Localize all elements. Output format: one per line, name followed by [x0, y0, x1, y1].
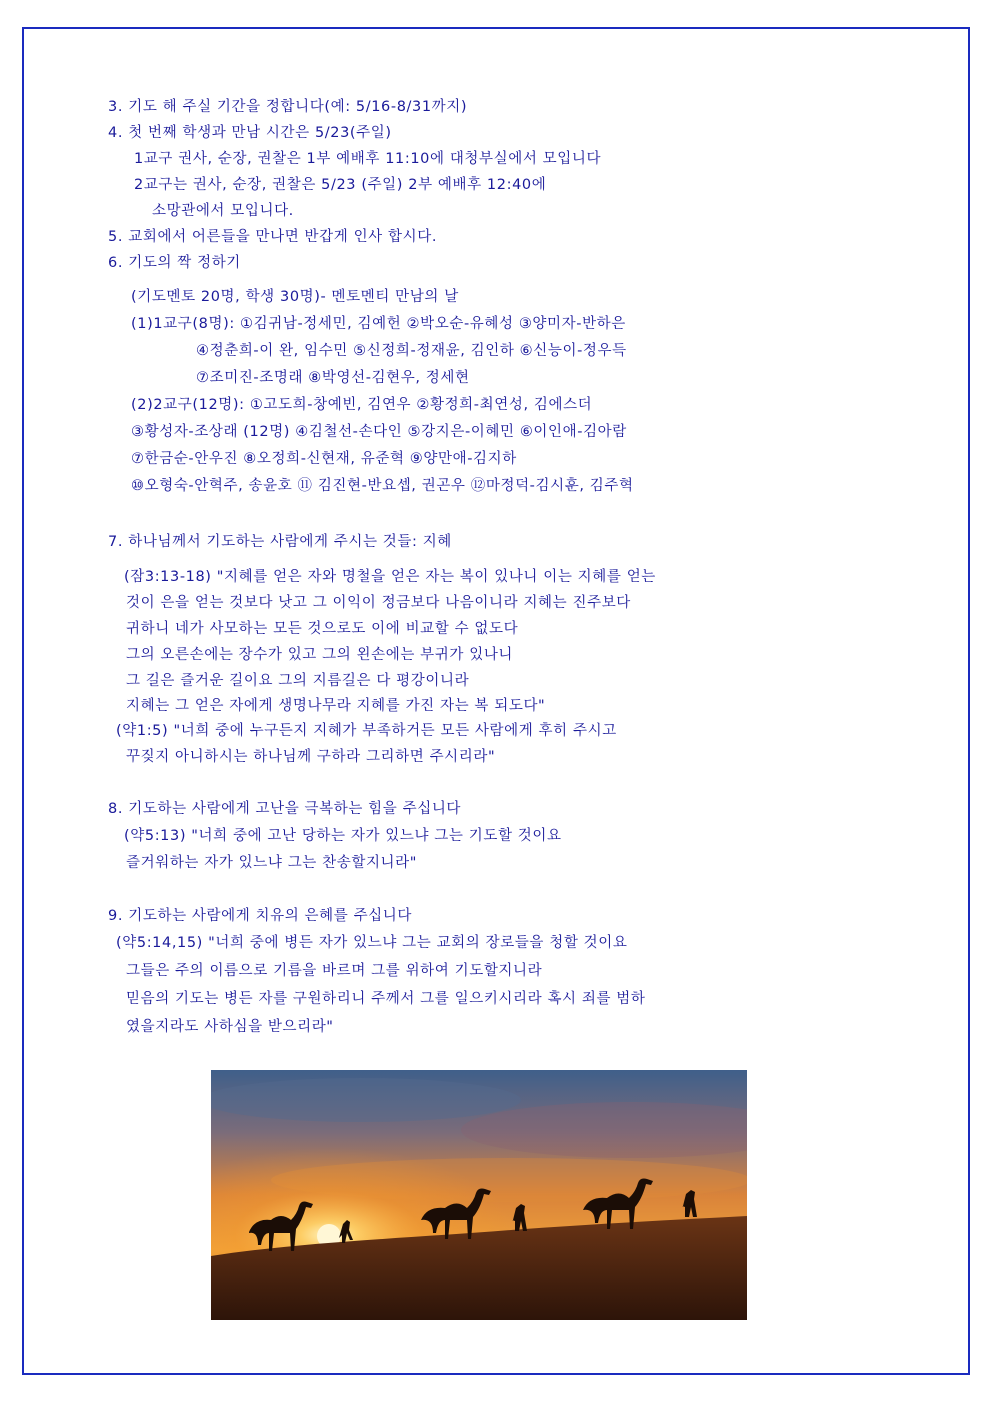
district-2-pairs-row-3: ⑦한금순-안우진 ⑧오정희-신현재, 유준혁 ⑨양만애-김지하	[131, 451, 517, 467]
item-6-prayer-partners: 6. 기도의 짝 정하기	[108, 255, 241, 271]
james-1-5-line-1: (약1:5) "너희 중에 누구든지 지혜가 부족하거든 모든 사람에게 후히 주시고	[116, 723, 617, 739]
proverbs-verse-line-1: (잠3:13-18) "지혜를 얻은 자와 명철을 얻은 자는 복이 있나니 이는 지혜를 얻는	[124, 569, 656, 585]
item-9-healing-heading: 9. 기도하는 사람에게 치유의 은혜를 주십니다	[108, 908, 413, 924]
item-7-wisdom-heading: 7. 하나님께서 기도하는 사람에게 주시는 것들: 지혜	[108, 534, 452, 550]
proverbs-verse-line-3: 귀하니 네가 사모하는 모든 것으로도 이에 비교할 수 없도다	[126, 621, 519, 637]
district-2-pairs-row-4: ⑩오형숙-안혁주, 송윤호 ⑪ 김진현-반요셉, 권곤우 ⑫마정덕-김시훈, 김주혁	[131, 478, 634, 494]
district-1-pairs-row-2: ④정춘희-이 완, 임수민 ⑤신정희-정재윤, 김인하 ⑥신능이-정우득	[196, 343, 627, 359]
james-5-14-line-1: (약5:14,15) "너희 중에 병든 자가 있느냐 그는 교회의 장로들을 청할 것이요	[116, 935, 628, 951]
proverbs-verse-line-4: 그의 오른손에는 장수가 있고 그의 왼손에는 부귀가 있나니	[126, 647, 514, 663]
district-2-pairs-row-1: (2)2교구(12명): ①고도희-창예빈, 김연우 ②황정희-최연성, 김에스더	[131, 397, 593, 413]
district-2-meeting-place: 소망관에서 모입니다.	[152, 203, 294, 219]
mentor-summary: (기도멘토 20명, 학생 30명)- 멘토멘티 만남의 날	[131, 289, 459, 305]
james-5-14-line-4: 였을지라도 사하심을 받으리라"	[126, 1019, 334, 1035]
james-5-13-line-1: (약5:13) "너희 중에 고난 당하는 자가 있느냐 그는 기도할 것이요	[124, 828, 562, 844]
item-8-hardship-heading: 8. 기도하는 사람에게 고난을 극복하는 힘을 주십니다	[108, 801, 462, 817]
district-1-pairs-row-3: ⑦조미진-조명래 ⑧박영선-김현우, 정세현	[196, 370, 470, 386]
district-1-pairs-row-1: (1)1교구(8명): ①김귀남-정세민, 김예헌 ②박오순-유혜성 ③양미자-반하은	[131, 316, 626, 332]
item-5-greeting: 5. 교회에서 어른들을 만나면 반갑게 인사 합시다.	[108, 229, 438, 245]
james-5-13-line-2: 즐거워하는 자가 있느냐 그는 찬송할지니라"	[126, 855, 418, 871]
district-1-meeting: 1교구 권사, 순장, 권찰은 1부 예배후 11:10에 대청부실에서 모입니다	[134, 151, 602, 167]
proverbs-verse-line-6: 지혜는 그 얻은 자에게 생명나무라 지혜를 가진 자는 복 되도다"	[126, 698, 546, 714]
proverbs-verse-line-2: 것이 은을 얻는 것보다 낫고 그 이익이 정금보다 나음이니라 지혜는 진주보다	[126, 595, 631, 611]
district-2-meeting: 2교구는 권사, 순장, 권찰은 5/23 (주일) 2부 예배후 12:40에	[134, 177, 547, 193]
item-3-prayer-period: 3. 기도 해 주실 기간을 정합니다(예: 5/16-8/31까지)	[108, 99, 468, 115]
james-5-14-line-2: 그들은 주의 이름으로 기름을 바르며 그를 위하여 기도할지니라	[126, 963, 543, 979]
item-4-first-meeting: 4. 첫 번째 학생과 만남 시간은 5/23(주일)	[108, 125, 392, 141]
camel-caravan-sunset-image	[211, 1070, 747, 1320]
proverbs-verse-line-5: 그 길은 즐거운 길이요 그의 지름길은 다 평강이니라	[126, 673, 470, 689]
district-2-pairs-row-2: ③황성자-조상래 (12명) ④김철선-손다인 ⑤강지은-이혜민 ⑥이인애-김아람	[131, 424, 627, 440]
james-5-14-line-3: 믿음의 기도는 병든 자를 구원하리니 주께서 그를 일으키시리라 혹시 죄를 범하	[126, 991, 646, 1007]
james-1-5-line-2: 꾸짖지 아니하시는 하나님께 구하라 그리하면 주시리라"	[126, 749, 496, 765]
